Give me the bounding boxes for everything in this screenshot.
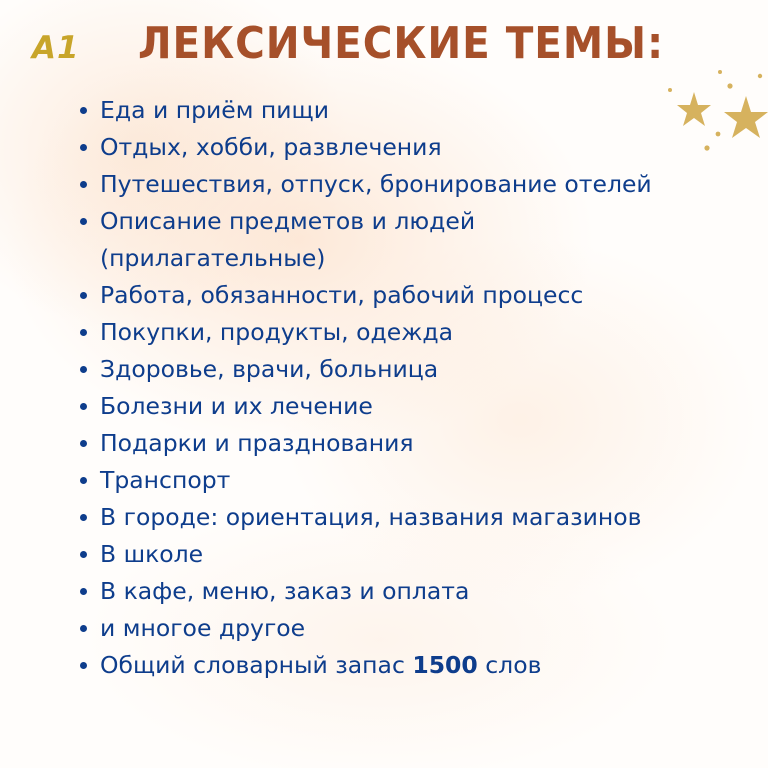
vocabulary-count: 1500: [412, 651, 478, 679]
list-item: В кафе, меню, заказ и оплата: [78, 573, 758, 610]
list-item: В школе: [78, 536, 758, 573]
list-item: Подарки и празднования: [78, 425, 758, 462]
level-badge: A1: [32, 30, 80, 66]
vocabulary-suffix: слов: [485, 651, 542, 679]
topic-list: [78, 92, 758, 684]
list-item: Еда и приём пищи: [78, 92, 758, 129]
list-item: Отдых, хобби, развлечения: [78, 129, 758, 166]
list-item: Работа, обязанности, рабочий процесс: [78, 277, 758, 314]
list-item: Болезни и их лечение: [78, 388, 758, 425]
list-item: и многое другое: [78, 610, 758, 647]
list-item: Путешествия, отпуск, бронирование отелей: [78, 166, 758, 203]
list-item: Здоровье, врачи, больница: [78, 351, 758, 388]
list-item: В городе: ориентация, названия магазинов: [78, 499, 758, 536]
list-item: Транспорт: [78, 462, 758, 499]
vocabulary-prefix: Общий словарный запас: [100, 651, 405, 679]
list-item: Описание предметов и людей (прилагательные): [78, 203, 520, 277]
list-item: Покупки, продукты, одежда: [78, 314, 758, 351]
page-title: ЛЕКСИЧЕСКИЕ ТЕМЫ:: [138, 18, 665, 69]
vocabulary-item: [78, 647, 758, 684]
